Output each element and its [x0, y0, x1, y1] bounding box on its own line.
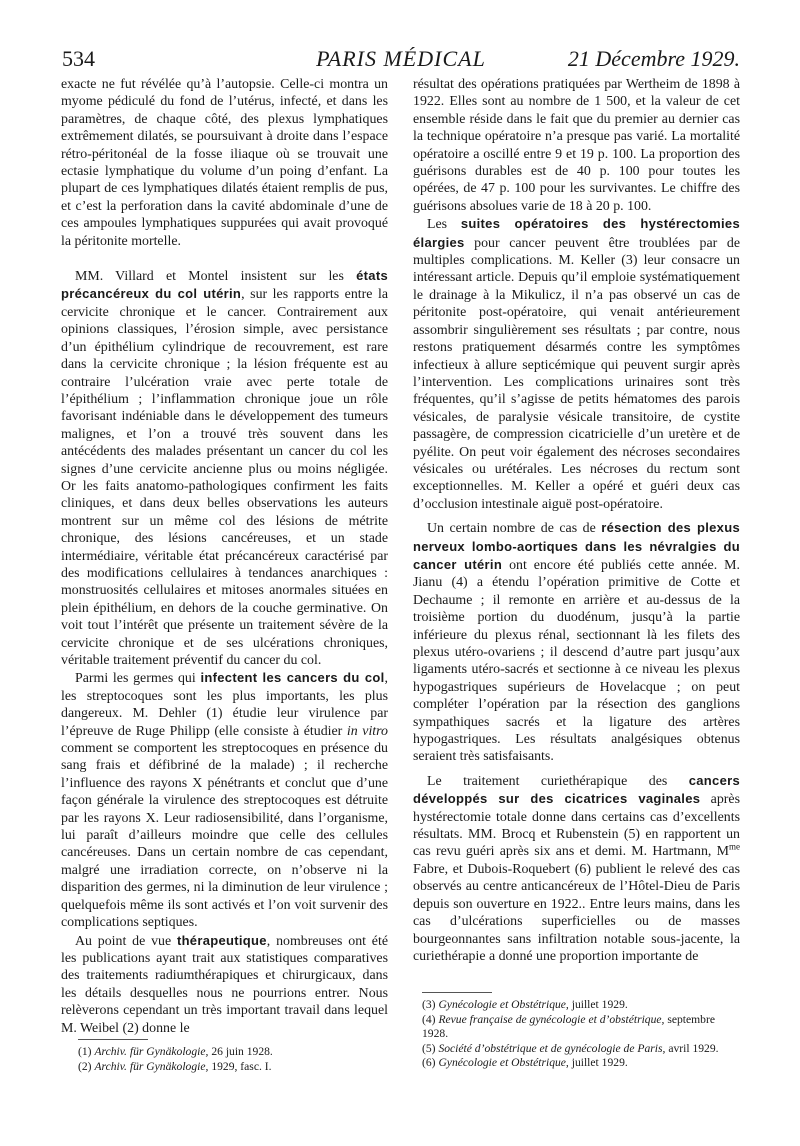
paragraph-nerve-resection: Un certain nombre de cas de résection des plexus nerveux lombo-aortiques dans les névralgies du cancer utérin ont encore été publiés cette année. M. Jianu (4) a étendu l’opération primitive de Cotte et Dechaume ; il remonte en arrière et au-dessus de la troisième portion du duodénum, jusqu’à la partie inférieure du plexus rénal, sectionnant là les filets des plexus utéro-ovariens ; il descend d’autre part jusqu’aux ligaments utéro-sacrés et sectionne à ce niveau les plexus hypogastriques supérieurs de Hovelacque ; on peut compléter l’opération par la résection des ganglions sympathiques sacrés et la ligature des artères hypogastriques. Les résultats analgésiques obtenus seraient très satisfaisants.: [413, 520, 740, 765]
footnote: (2) Archiv. für Gynäkologie, 1929, fasc. I.: [78, 1059, 272, 1073]
footnotes-left: [78, 1045, 388, 1074]
footnote: (3) Gynécologie et Obstétrique, juillet 1929.: [422, 998, 628, 1011]
right-column: [413, 76, 740, 965]
paragraph-precancerous: MM. Villard et Montel insistent sur les états précancéreux du col utérin, sur les rapports entre la cervicite chronique et le cancer. Contrairement aux opinions classiques, l’érosion simple, avec persistance d’un épithélium cylindrique de recouvrement, est rare dans la cervicite chronique ; la lésion fréquente est au contraire l’ulcération vraie avec perte totale de l’épithélium ; l’inflammation chronique joue un rôle favorisant indéniable dans le développement des tumeurs malignes, et l’on a trouvé très souvent dans les antécédents des malades présentant un cancer du col les signes d’une cervicite ancienne plus ou moins négligée. Or les faits anatomo-pathologiques confirment les faits cliniques, et dans deux belles observations les auteurs montrent sur un même col des lésions de métrite chronique, des lésions cancéreuses, et un stade intermédiaire, véritable état précancéreux caractérisé par des modifications cellulaires à tendances anarchiques : monstruosités cellulaires et mitoses anormales situées en plein épithélium, en dehors de la couche germinative. On voit tout l’intérêt que présente un traitement sévère de la cervicite chronique et de ses ulcérations chroniques, véritable traitement préventif du cancer du col.: [61, 268, 389, 668]
footnote: (4) Revue française de gynécologie et d’obstétrique, septembre 1928.: [422, 1012, 715, 1041]
section-keyword-nerve-resection: résection des plexus nerveux lombo-aortiques dans les névralgies du cancer utérin: [413, 520, 740, 572]
footnote-rule-left: [78, 1039, 148, 1040]
footnotes-right: [422, 998, 742, 1071]
section-keyword-vaginal-scars: cancers développés sur des cicatrices vaginales: [413, 772, 740, 807]
footnote: (1) Archiv. für Gynäkologie, 26 juin 1928.: [78, 1045, 273, 1058]
paragraph-autopsy: exacte ne fut révélée qu’à l’autopsie. Celle-ci montra un myome pédiculé du fond de l’utérus, infecté, et dans les paramètres, de chaque côté, des plexus lymphatiques extrêmement dilatés, se poursuivant à droite dans l’espace rétro-péritonéal de la fosse iliaque où se trouvait une ectasie lymphatique du volume d’un poing d’enfant. La plupart de ces lymphatiques dilatés étaient remplis de pus, et c’est la perforation dans la cavité abdominale d’une de ces ampoules lymphatiques suppurées qui avait provoqué la péritonite mortelle.: [61, 77, 388, 249]
section-keyword-hysterectomies: suites opératoires des hystérectomies élargies: [413, 216, 740, 250]
page-number: 534: [62, 46, 95, 71]
footnote-rule-right: [422, 992, 492, 993]
footnote: (5) Société d’obstétrique et de gynécologie de Paris, avril 1929.: [422, 1041, 719, 1055]
journal-title: PARIS MÉDICAL: [316, 46, 486, 71]
section-keyword-therapeutics: thérapeutique: [176, 932, 267, 948]
issue-date: 21 Décembre 1929.: [567, 46, 740, 71]
paragraph-therapeutics: Au point de vue thérapeutique, nombreuses ont été les publications ayant trait aux statistiques comparatives des traitements radiumthérapiques et chirurgicaux, dans les détails desquelles nous ne pourrions entrer. Nous relèverons cependant un très important travail dans lequel M. Weibel (2) donne le: [61, 932, 388, 1036]
section-keyword-infection: infectent les cancers du col: [200, 670, 385, 686]
paragraph-wertheim-results: résultat des opérations pratiquées par Wertheim de 1898 à 1922. Elles sont au nombre de 1 500, et la valeur de cet ensemble réside dans le fait que du premier au dernier cas la technique opératoire n’a presque pas varié. La mortalité opératoire a oscillé entre 9 et 19 p. 100. La proportion des guérisons durables est de 40 p. 100 pour toutes les opérées, de 47 p. 100 pour les survivantes. Le chiffre des guérisons absolues varie de 18 à 20 p. 100.: [413, 77, 740, 214]
footnote: (6) Gynécologie et Obstétrique, juillet 1929.: [422, 1056, 628, 1070]
section-keyword-precancerous: états précancéreux du col utérin: [61, 268, 388, 302]
paragraph-germs: Parmi les germes qui infectent les cancers du col, les streptocoques sont les plus importants, les plus dangereux. M. Dehler (1) étudie leur virulence par l’épreuve de Ruge Philipp (elle consiste à étudier in vitro comment se comportent les streptocoques en présence du sang frais et défibriné de la malade) ; il recherche l’influence des rayons X pénétrants et conclut que d’une façon générale la virulence des streptocoques est détruite par les rayons X. Leur radiosensibilité, dans l’organisme, lui paraît d’ailleurs moindre que celle des cellules cancéreuses. Dans un certain nombre de cas cependant, malgré une irradiation correcte, on n’observe ni la disparition des germes, ni la diminution de leur virulence ; quelquefois même ils sont activés et l’on voit survenir des complications septiques.: [61, 670, 389, 931]
page-header: [62, 38, 740, 78]
left-column: [61, 76, 388, 1037]
paragraph-curietherapy: Le traitement curiethérapique des cancers développés sur des cicatrices vaginales après hystérectomie totale donne dans certains cas d’excellents résultats. MM. Brocq et Rubenstein (5) en rapportent un cas revu guéri après six ans et demi. M. Hartmann, $M^{me}$ Fabre, et Dubois-Roquebert (6) publient le relevé des cas observés au centre anticancéreux de l’Hôtel-Dieu de Paris depuis son ouverture en 1922.. Entre leurs mains, dans les cas d’ulcérations superficielles ou de masses bourgeonnantes sans infiltration notable sous-jacente, la curiethérapie a donné une proportion importante de: [413, 772, 740, 964]
paragraph-postoperative: Les suites opératoires des hystérectomies élargies pour cancer peuvent être troublées par de multiples complications. M. Keller (3) leur consacre un intéressant article. Depuis qu’il emploie systématiquement le drainage à la Mikulicz, il n’a pas observé un cas de péritonite post-opératoire, qui venait antérieurement assombrir singulièrement ses résultats ; par contre, nous restons pratiquement désarmés contre les symptômes infectieux à allure septicémique qui peuvent surgir après l’intervention. Les complications urinaires sont très fréquentes, qu’il s’agisse de petits hématomes des parois vésicales, de paralysie vésicale transitoire, de cystite passagère, de compression cicatricielle d’un uretère et de pyélite. On peut voir également des nécroses secondaires vésicales ou urétérales. Les nécroses du rectum sont exceptionnelles. M. Keller a opéré et guéri deux cas d’occlusion intestinale aiguë post-opératoire.: [413, 216, 740, 512]
